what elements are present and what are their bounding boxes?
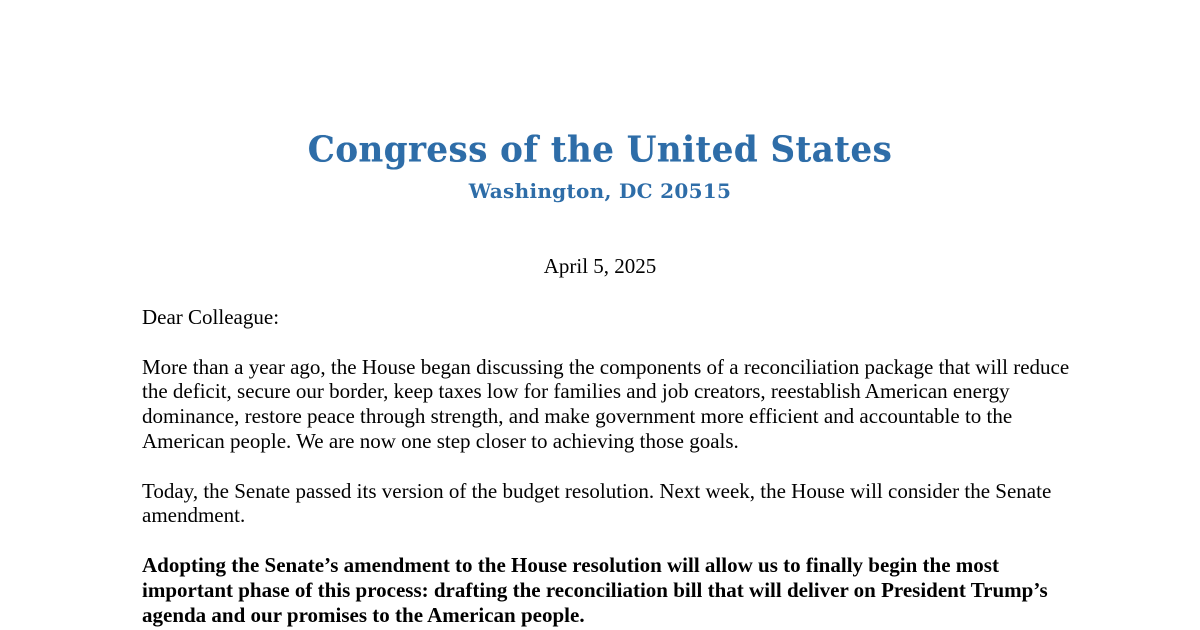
letter-date: April 5, 2025 <box>543 254 657 278</box>
salutation: Dear Colleague: <box>142 305 280 329</box>
paragraph-2: Today, the Senate passed its version of the budget resolution. Next week, the House will consider the Senate amendment. <box>142 478 1052 528</box>
paragraph-3-bold: Adopting the Senate’s amendment to the House resolution will allow us to finally begin the most important phase of this process: drafting the reconciliation bill that will deliver on President Trump’s agenda and our promises to the American people. <box>142 552 1048 627</box>
letterhead-address: Washington, DC 20515 <box>468 179 732 203</box>
letterhead <box>0 128 1200 204</box>
letter-body <box>142 305 1072 630</box>
paragraph-1: More than a year ago, the House began discussing the components of a reconciliation package that will reduce the deficit, secure our border, keep taxes low for families and job creators, reestablish American energy dominance, restore peace through strength, and make government more efficient and accountable to the American people. We are now one step closer to achieving those goals. <box>142 354 1070 453</box>
letterhead-title: Congress of the United States <box>307 129 893 171</box>
